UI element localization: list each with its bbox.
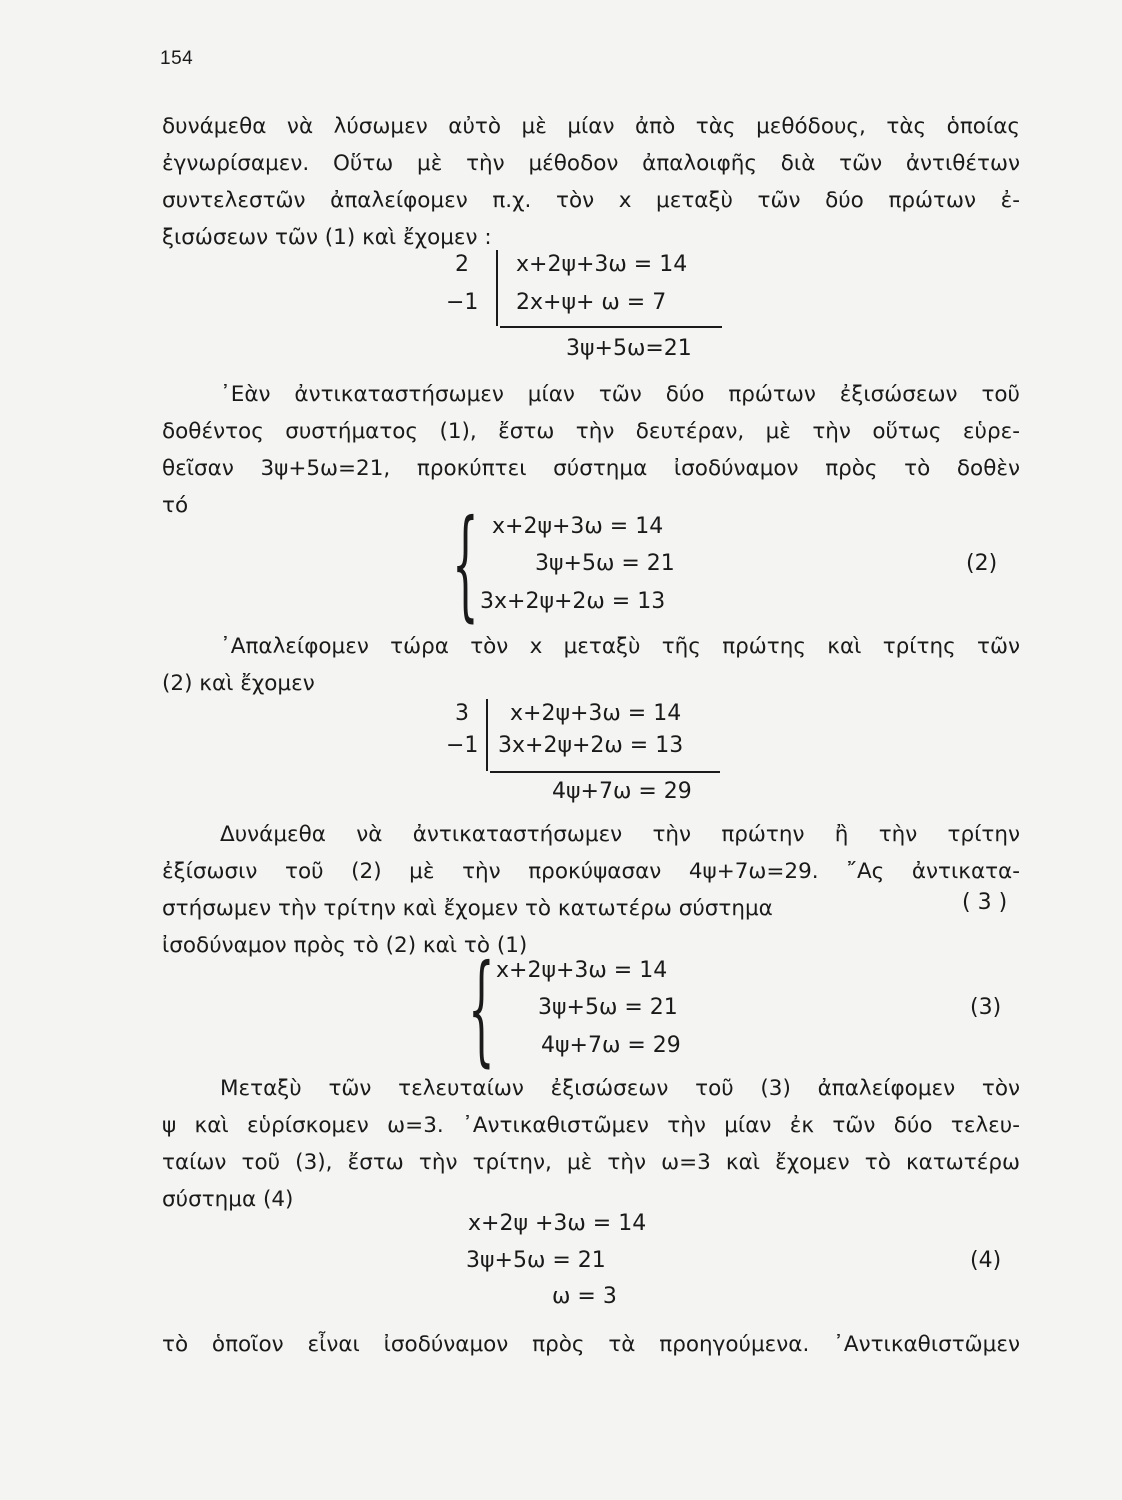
equation-result: 4ψ+7ω = 29	[552, 779, 692, 804]
text-line: ἰσοδύναμον πρὸς τὸ (2) καὶ τὸ (1)	[162, 933, 528, 958]
text-line: σύστημα (4)	[162, 1187, 294, 1212]
left-brace: {	[468, 940, 495, 1079]
system-label: (2)	[966, 551, 998, 576]
equation: ω = 3	[552, 1284, 617, 1309]
sum-rule	[500, 326, 722, 328]
multiplier: 3	[455, 701, 469, 726]
paragraph-6	[162, 1326, 1020, 1363]
equation: x+2ψ+3ω = 14	[516, 252, 688, 277]
text-line: ᾿Απαλείφομεν τώρα τὸν x μεταξὺ τῆς πρώτης καὶ τρίτης τῶν	[220, 634, 1020, 659]
equation: 3x+2ψ+2ω = 13	[480, 589, 666, 614]
paragraph-1	[162, 108, 1020, 256]
text-line: ταίων τοῦ (3), ἔστω τὴν τρίτην, μὲ τὴν ω=3 καὶ ἔχομεν τὸ κατωτέρω	[162, 1150, 1020, 1175]
text-line: ψ καὶ εὑρίσκομεν ω=3. ᾿Αντικαθιστῶμεν τὴν μίαν ἐκ τῶν δύο τελευ-	[162, 1113, 1020, 1138]
multiplier: 2	[455, 252, 469, 277]
equation-result: 3ψ+5ω=21	[566, 336, 692, 361]
system-label: ( 3 )	[962, 890, 1008, 915]
paragraph-3	[162, 628, 1020, 702]
system-label: (4)	[970, 1248, 1002, 1273]
paragraph-5	[162, 1070, 1020, 1218]
text-line: θεῖσαν 3ψ+5ω=21, προκύπτει σύστημα ἰσοδύναμον πρὸς τὸ δοθὲν	[162, 456, 1020, 481]
text-line: (2) καὶ ἔχομεν	[162, 671, 315, 696]
equation: x+2ψ+3ω = 14	[492, 514, 664, 539]
equation: x+2ψ+3ω = 14	[510, 701, 682, 726]
vertical-rule	[486, 699, 488, 771]
system-label: (3)	[970, 995, 1002, 1020]
multiplier: −1	[446, 290, 479, 315]
text-line: Μεταξὺ τῶν τελευταίων ἐξισώσεων τοῦ (3) ἀπαλείφομεν τὸν	[220, 1076, 1020, 1101]
equation: 4ψ+7ω = 29	[541, 1033, 681, 1058]
paragraph-2	[162, 376, 1020, 524]
equation: x+2ψ +3ω = 14	[468, 1211, 647, 1236]
sum-rule	[490, 771, 720, 773]
page-number: 154	[160, 48, 194, 69]
text-line: ἐγνωρίσαμεν. Οὕτω μὲ τὴν μέθοδον ἀπαλοιφῆς διὰ τῶν ἀντιθέτων	[162, 151, 1020, 176]
text-line: τὸ ὁποῖον εἶναι ἰσοδύναμον πρὸς τὰ προηγούμενα. ᾿Αντικαθιστῶμεν	[162, 1332, 1020, 1357]
left-brace: {	[452, 495, 479, 634]
text-line: ᾿Εὰν ἀντικαταστήσωμεν μίαν τῶν δύο πρώτων ἐξισώσεων τοῦ	[220, 382, 1020, 407]
equation: 3ψ+5ω = 21	[535, 551, 675, 576]
vertical-rule	[496, 250, 498, 326]
text-line: δυνάμεθα νὰ λύσωμεν αὐτὸ μὲ μίαν ἀπὸ τὰς μεθόδους, τὰς ὁποίας	[162, 114, 1020, 139]
text-line: τό	[162, 493, 189, 518]
text-line: συντελεστῶν ἀπαλείφομεν π.χ. τὸν x μεταξὺ τῶν δύο πρώτων ἐ-	[162, 188, 1020, 213]
equation: x+2ψ+3ω = 14	[496, 958, 668, 983]
equation: 3ψ+5ω = 21	[466, 1248, 606, 1273]
equation: 2x+ψ+ ω = 7	[516, 290, 667, 315]
text-line: στήσωμεν τὴν τρίτην καὶ ἔχομεν τὸ κατωτέρω σύστημα	[162, 896, 773, 921]
text-line: ξισώσεων τῶν (1) καὶ ἔχομεν :	[162, 225, 492, 250]
equation: 3ψ+5ω = 21	[538, 995, 678, 1020]
equation: 3x+2ψ+2ω = 13	[498, 733, 684, 758]
text-line: δοθέντος συστήματος (1), ἔστω τὴν δευτέραν, μὲ τὴν οὕτως εὑρε-	[162, 419, 1020, 444]
text-line: ἐξίσωσιν τοῦ (2) μὲ τὴν προκύψασαν 4ψ+7ω=29. ῎Ας ἀντικατα-	[162, 859, 1020, 884]
text-line: Δυνάμεθα νὰ ἀντικαταστήσωμεν τὴν πρώτην ἢ τὴν τρίτην	[220, 822, 1020, 847]
paragraph-4	[162, 816, 1020, 964]
multiplier: −1	[446, 733, 479, 758]
